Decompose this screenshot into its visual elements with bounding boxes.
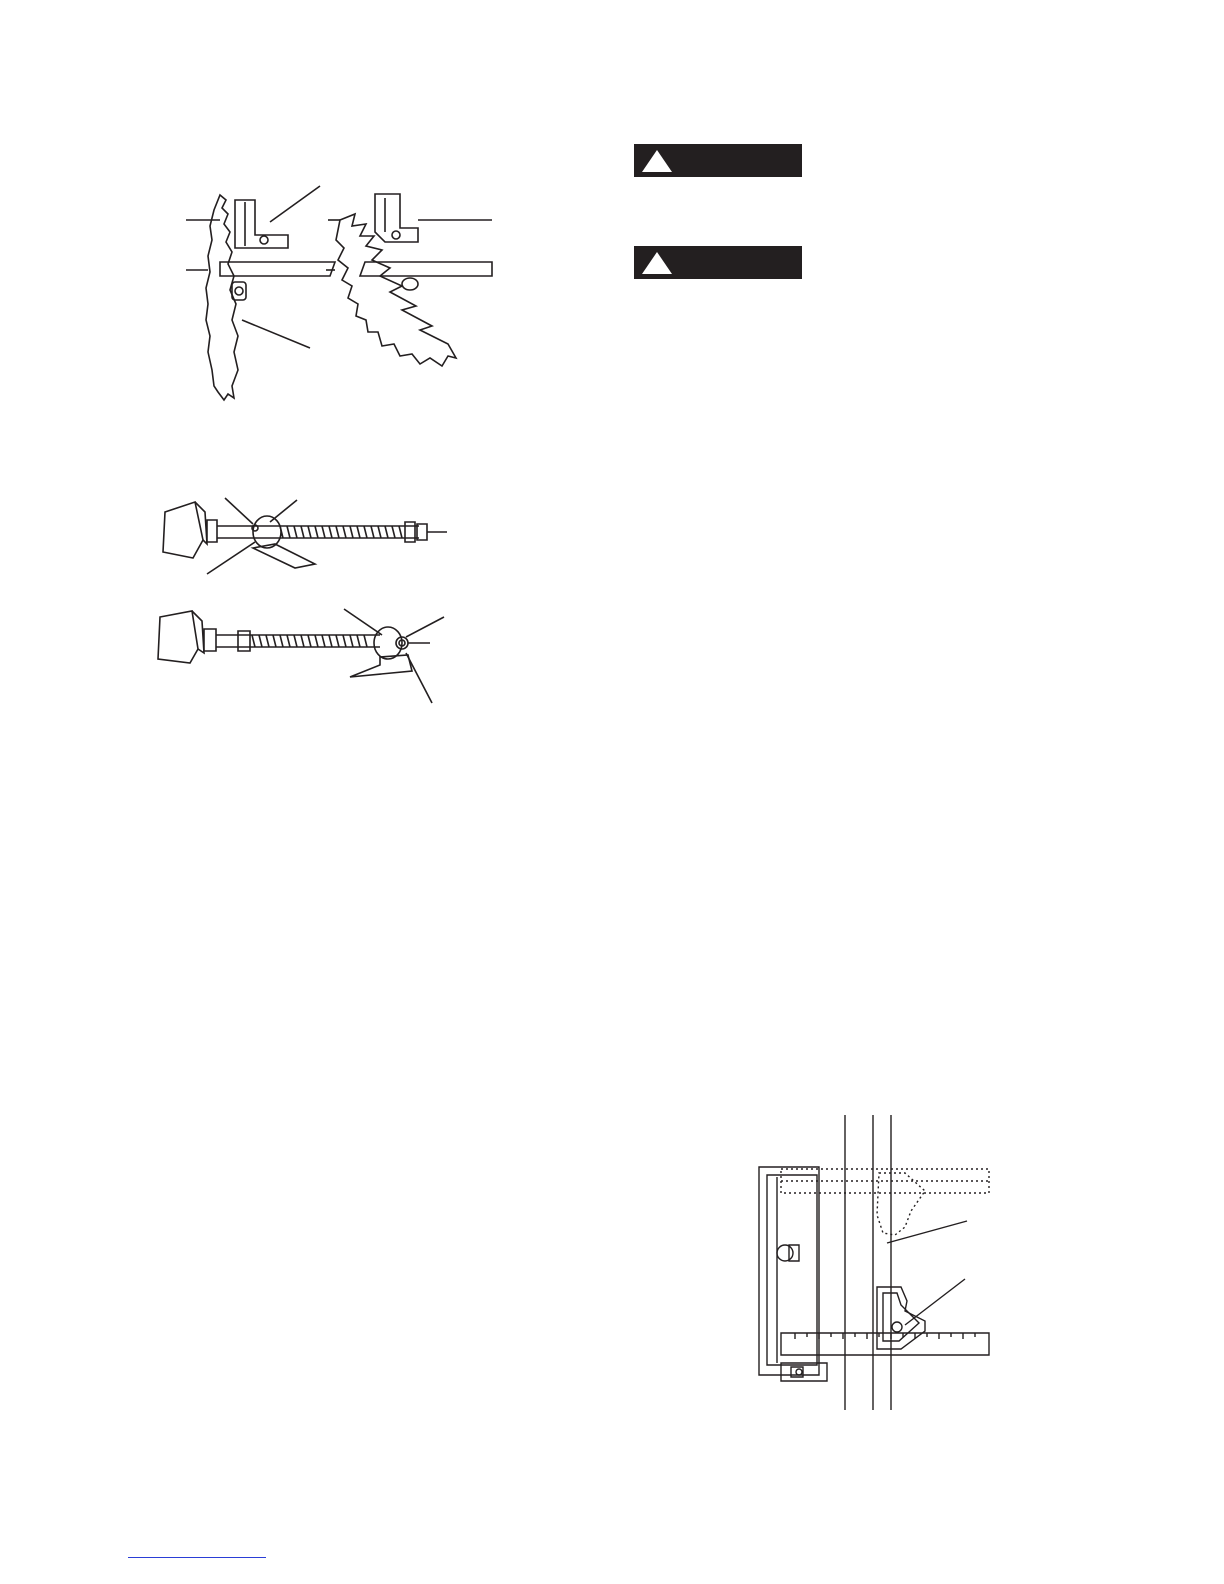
warning-triangle-icon bbox=[640, 250, 674, 276]
warning-triangle-icon bbox=[640, 148, 674, 174]
blade-square-figure bbox=[180, 180, 500, 405]
fence-square-figure bbox=[755, 1115, 995, 1415]
warning-banner-1 bbox=[634, 144, 802, 177]
footer-rule bbox=[128, 1557, 266, 1558]
warning-banner-2 bbox=[634, 246, 802, 279]
tilt-screw-figure-bottom bbox=[150, 605, 450, 705]
tilt-screw-figure-top bbox=[155, 492, 455, 582]
